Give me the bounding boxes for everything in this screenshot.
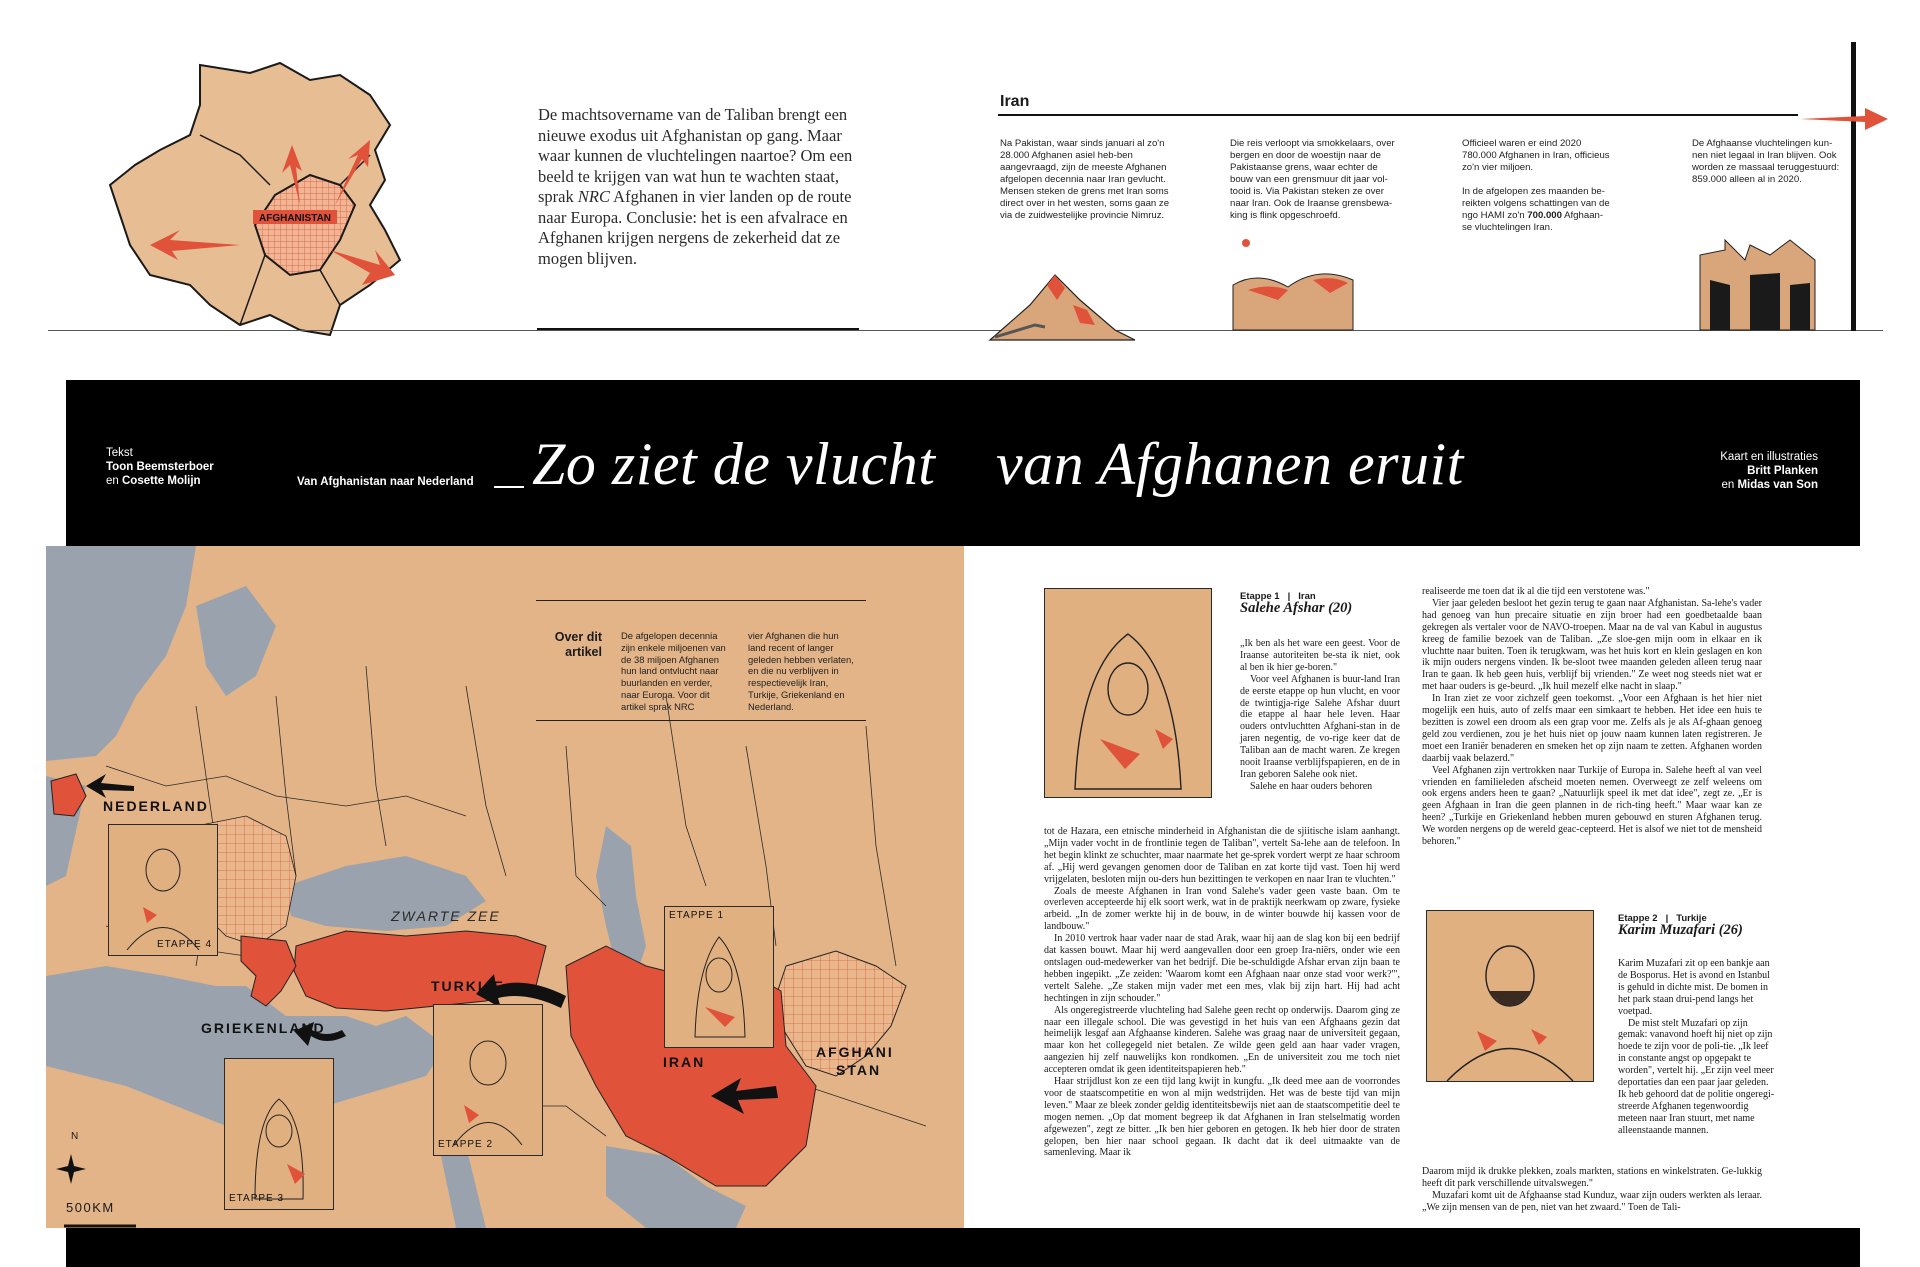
banner-subtitle: Van Afghanistan naar Nederland [297,476,474,488]
woman-hijab-icon [225,1059,333,1209]
afghanistan-map-label: AFGHANISTAN [258,213,332,224]
stage1-person-name: Salehe Afshar (20) [1240,600,1353,616]
about-text-col2: vier Afghanen die hun land recent of langer geleden hebben verlaten, en die nu verblijven in respectievelijk Iran, Turkije, Griekenland en Nederland. [748,630,854,712]
north-arrow-icon [56,1154,86,1184]
north-sea [46,546,196,761]
timeline-arrow-icon [1800,104,1890,134]
article-col1-top: „Ik ben als het ware een geest. Voor de Iraanse autoriteiten be-sta ik niet, ook al ben ik hier ge-boren." Voor veel Afghanen is buur-land Iran de eerste etappe op hun vlucht, en voor de twintigja-rige Salehe Afshar duurt die etappe al haar hele leven. Haar ouders ontvluchtten Afghani-stan in de jaren negentig, de vo-rige keer dat de Taliban aan de macht waren. Ze kregen nooit Iraanse verblijfspapieren, en de in Iran geboren Salehe ook niet. Salehe en haar ouders behoren [1240,638,1400,792]
about-text-col1: De afgelopen decennia zijn enkele miljoenen van de 38 miljoen Afghanen hun land ontvlucht naar buurlanden en verder, naar Europa. Voor dit artikel sprak NRC [621,630,726,712]
label-iran: IRAN [663,1054,706,1070]
baltic-sea [196,586,276,696]
etappe-1-portrait [664,906,774,1048]
label-turkije: TURKIJE [431,978,505,994]
etappe-1-label: ETAPPE 1 [669,910,725,921]
afghanistan-region-map [40,55,460,365]
salehe-portrait [1044,588,1212,798]
timeline-title: Iran [1000,93,1030,110]
article-col1-main: tot de Hazara, een etnische minderheid in Afghanistan die de sjiitische islam aanhangt. „Mijn vader vocht in de frontlinie tegen de Taliban", vertelt Sa-lehe aan de telefoon. In het begin klinkt ze schuchter, maar naarmate het ge-sprek vordert werpt ze haar schroom af. „Hij werd gevangen genomen door de Taliban en zat korte tijd vast. Toen hij werd vrijgelaten, besloten mijn ou-ders hun bezittingen te verkopen en naar Iran te vluchten." Zoals de meeste Afghanen in Iran vond Salehe's vader geen vaste baan. Om te overleven accepteerde hij elk soort werk, wat in de praktijk neerkwam op zware, fysieke arbeid. „In de zomer werkte hij in de bouw, in de winter bouwde hij kassen voor de landbouw." In 2010 vertrok haar vader naar de stad Arak, waar hij aan de slag kon bij een bedrijf dat kassen bouwt. Maar hij werd aangevallen door een groep Ira-niërs, onder wie een ontslagen oud-medewerker van het bedrijf. Die be-schuldigde Afshar ervan zijn baan te hebben ingepikt. „Ze zeiden: 'Waarom komt een Afghaan naar onze stad voor werk?'", vertelt Salehe. „Ze staken mijn vader met een mes, vlak bij zijn hart. Hij had acht hechtingen in zijn schouder." Als ongeregistreerde vluchteling had Salehe geen recht op onderwijs. Daarom ging ze naar een illegale school. Die was gevestigd in het huis van een Afghaans gezin dat heimelijk lesgaf aan Afghaanse kinderen. Salehe was graag naar de universiteit gegaan, maar kon het collegegeld niet betalen. Ze wilde geen geld aan haar vader vragen, aangezien hij zelf nauwelijks kon rondkomen. „En de universiteit zou me toch niet accepteren omdat ik geen identiteitspapieren heb." Haar strijdlust kon ze een tijd lang kwijt in kungfu. „Ik deed mee aan de voorrondes voor de staatscompetitie en won al mijn wedstrijden. Het was de beste tijd van mijn leven." Maar ze bleek zonder geldig identiteitsbewijs niet aan de staatscompetitie deel te mogen nemen. „Op dat moment begreep ik dat Afghanen in Iran stelselmatig worden afgewezen", zegt ze bitter. „Ik ben hier geboren en getogen. Ik heb hier door de straten gelopen, ben hier naar school gegaan. Ik dacht dat ik deel uitmaakte van de samenleving. Maar ik [1044,826,1400,1159]
etappe-3-portrait [224,1058,334,1210]
border-wall-illustration [1690,235,1830,335]
timeline-note-3b: In de afgelopen zes maanden be-reikten volgens schattingen van de ngo HAMI zo'n 700.000 Afghaan-se vluchtelingen Iran. [1462,186,1610,233]
north-label: N [71,1131,79,1142]
timeline-baseline [48,330,1883,331]
timeline-note-4: De Afghaanse vluchtelingen kun-nen niet legaal in Iran blijven. Ook worden ze massaal teruggestuurd: 859.000 alleen al in 2020. [1692,138,1840,185]
netherlands-red [51,774,86,816]
headline-part-2: van Afghanen eruit [996,431,1464,497]
stage2-tag-line: Etappe 2 | Turkije [1618,913,1707,924]
article-col2-karim: Karim Muzafari zit op een bankje aan de Bosporus. Het is avond en Istanbul is gehuld in dichte mist. De bomen in het park staan drui-pend langs het voetpad. De mist stelt Muzafari op zijn gemak: vanavond hoeft hij niet op zijn hoede te zijn voor de poli-tie. „Ik leef in constante angst op opgepakt te worden", vertelt hij. „Er zijn veel meer deportaties dan een paar jaar geleden. Ik heb gehoord dat de politie ongeregi-streerde Afghanen tegenwoordig meteen naar Iran stuurt, met name alleenstaande mannen. [1618,958,1775,1136]
banner-dash [494,486,524,488]
etappe-4-label: ETAPPE 4 [157,939,213,950]
turkey-red [294,931,546,1011]
region-land [110,63,400,335]
label-nederland: NEDERLAND [103,798,209,814]
timeline-pole [1851,42,1856,331]
label-afghanistan-2: STAN [836,1062,882,1078]
man-beard-icon [434,1005,542,1155]
timeline-title-rule [998,114,1798,116]
stage1-tag-line: Etappe 1 | Iran [1240,591,1316,602]
timeline-note-2: Die reis verloopt via smokkelaars, over bergen en door de woestijn naar de Pakistaanse grens, waar echter de bouw van een grensmuur dit jaar vol-tooid is. Via Pakistan steken ze over naar Iran. Ook de Iraanse grensbewa-king is flink opgeschroefd. [1230,138,1395,221]
label-afghanistan-1: AFGHANI [816,1044,894,1060]
text-credit: Tekst Toon Beemsterboer en Cosette Molijn [106,447,214,487]
woman-headscarf-icon [665,907,773,1047]
article-col2-top: realiseerde me toen dat ik al die tijd een verstotene was." Vier jaar geleden besloot het gezin terug te gaan naar Afghanistan. Sa-lehe's vader had genoeg van hun precaire situatie en zijn broer had een goedbetaalde baan gekregen als vertaler voor de NAVO-troepen. Maar na de val van Kabul in augustus kreeg de familie bezoek van de Taliban. „Ze sloe-gen mijn oom in elkaar en ik vluchtte naar buiten. Toen ik terugkwam, was het huis kort en klein geslagen en kon ik mijn ouders nergens vinden. Ik be-sloot twee maanden geleden alleen terug naar Iran te gaan. Ik heb geen huis, verblijf bij vrienden." Ze weet nog steeds niet wat er met haar ouders is ge-beurd. „Ik huil mezelf elke nacht in slaap." In Iran ziet ze voor zichzelf geen toekomst. „Voor een Afghaan is het hier niet mogelijk een huis, auto of zelfs maar een simkaart te hebben. Het idee een huis te bezitten is zowel een droom als een grap voor me. Zelfs als je als Af-ghaan genoeg geld zou verdienen, zou je het huis niet op jouw naam kunnen laten registreren. Je moet een Iraniër benaderen en smeken het op zijn naam te zetten. Afghanen worden daarbij vaak belazerd." Veel Afghanen zijn vertrokken naar Turkije of Europa in. Salehe heeft al van veel vrienden en familieleden afscheid moeten nemen. Overweegt ze zelf weleens om ook ergens anders heen te gaan? „Natuurlijk speel ik met dat idee", zegt ze. „Er is geen Afghaan in Iran die geen plannen in de rich-ting heeft." Maar waar kan ze heen? „Turkije en Griekenland hebben muren gebouwd en sturen Afghanen terug. We worden nergens op de wereld geac-cepteerd. Het is alsof we niet tot de mensheid behoren." [1422,586,1762,848]
label-zwarte-zee: ZWARTE ZEE [391,908,501,924]
salehe-illustration-icon [1045,589,1211,797]
karim-portrait [1426,910,1594,1082]
illustration-credit: Kaart en illustraties Britt Planken en Midas van Son [1720,451,1818,491]
label-griekenland: GRIEKENLAND [201,1020,326,1036]
article-col2-bottom: Daarom mijd ik drukke plekken, zoals markten, stations en winkelstraten. Ge-lukkig heeft dit park verschillende uitvalswegen." Muzafari komt uit de Afghaanse stad Kunduz, waar zijn ouders werkten als leraar. „We zijn mensen van de pen, niet van het zwaard." Toen de Tali- [1422,1166,1762,1213]
stage2-person-name: Karim Muzafari (26) [1618,922,1743,938]
scale-label: 500KM [66,1200,115,1215]
karim-illustration-icon [1427,911,1593,1081]
headline-part-1: Zo ziet de vlucht [532,431,936,497]
timeline-note-3: Officieel waren er eind 2020 780.000 Afghanen in Iran, officieus zo'n vier miljoen. [1462,138,1610,173]
etappe-4-portrait [108,824,218,956]
man-short-hair-icon [109,825,217,955]
intro-paragraph: De machtsovername van de Taliban brengt een nieuwe exodus uit Afghanistan op gang. Maar waar kunnen de vluchtelingen naartoe? Om een beeld te krijgen van wat hun te wachten staat, sprak NRC Afghanen in vier landen op de route naar Europa. Conclusie: het is een afvalrace en Afghanen krijgen nergens de zekerheid dat ze mogen blijven. [538,105,853,268]
etappe-3-label: ETAPPE 3 [229,1193,285,1204]
headline-banner [66,380,1860,538]
timeline-note-1: Na Pakistan, waar sinds januari al zo'n 28.000 Afghanen asiel heb-ben aangevraagd, zijn de meeste Afghanen afgelopen decennia naar Iran gevlucht. Mensen steken de grens met Iran soms direct over in het westen, soms gaan ze via de zuidwestelijke provincie Nimruz. [1000,138,1170,221]
mountains-illustration [985,255,1145,345]
about-title: Over dit artikel [554,630,602,659]
etappe-2-portrait [433,1004,543,1156]
etappe-2-label: ETAPPE 2 [438,1139,494,1150]
desert-illustration [1218,235,1368,335]
